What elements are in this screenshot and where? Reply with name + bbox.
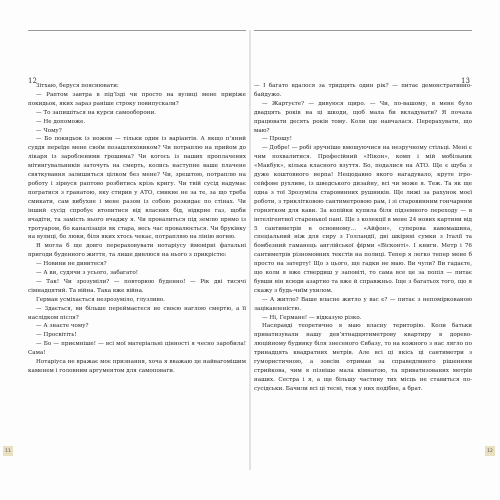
paragraph: — Жартуєте? — дивуюся щиро. — Чи, по-вашому, в мене було двадцять років на ці шкоди, щоб мала би вкладувати? Я почала працювати десять років тому. Коли ще навчалася. Перерахувати, що маю? [254,100,472,134]
paragraph: — Ні, Германе! — відказую різко. [262,314,362,321]
book-spine [249,30,251,470]
paragraph: — Новини не дивитеся? [36,261,107,268]
paragraph: — Раптом завтра в під’їзді чи просто на вулиці мене приріже покидьок, яких зараз раніше строку повипускали? [28,91,246,107]
right-page-number: 13 [461,77,470,85]
paragraph: — А знаєте чому? [36,323,89,330]
left-page-number: 12 [28,77,37,85]
right-page-tab: 12 [485,446,495,456]
paragraph: — А житло? Ваше власне житло у вас є? — питає з непоміркованою зацікавленістю. [254,296,472,312]
paragraph: — Просвітіть! [36,332,77,339]
left-page-text [28,82,246,376]
left-page [28,30,246,430]
paragraph: — Чому? [36,127,62,134]
paragraph: — Бо покидьок із ножем — тільки один із варіантів. А якщо п’яний суддя переїде мене своїм позашляховиком? Чи потраплю на прийом до лікаря із заробленими грошима? Чи когось із наших проплачених мітингувальників заточуть на смерть, колись наступне ваше плачене святкування залишиться цілком без мене? Чи, зрештою, потраплю на роботу і зірвуся раптово розбитись крізь кригу. Чи твій сусід надумає погратися з гранатою, яку стирив у АТО, смикне не за те, за що треба смикати, сам вибухне і мене разом із собою розкидає по стінах. Чи інший сусід спробує втопитися від власних бід, відкрие газ, щоби вчадіти, та замість нього вчаджу я. Чи провалиться під землю прямо із тротуаром, бо каналізація як стара, весь час провалюється. Чи бруківку на вулиці, бо люки, біля яких хтось чекає, потрапляю на лінію вогню. [28,136,246,241]
paragraph: Нотаріуса не вражає моє признання, хоча я вважаю це найвагомішим каменем і головним аргументом для самоповаги. [28,359,246,374]
paragraph: — То запишіться на курси самооборони. [36,109,156,116]
paragraph: — Не допоможе. [36,118,86,125]
paragraph: Зітхаю, беруся пояснювати: [36,83,119,89]
paragraph: — Здається, ви більше переймаєтеся не своєю наглою смертю, а її наслідком після? [28,305,246,321]
paragraph: — Так! Чи зрозуміли? — повторюю буденно! — Рік дві тисячі сімнадцятий. Та війна. Така вже війна. [28,278,246,294]
right-page-text [254,82,472,394]
paragraph: Я могла б ще довго перераховувати нотаріусу ймовірні фатальні пригоди буденного життя, та лише дивлюся на нього з прикрістю: [28,243,246,259]
left-page-rule [28,30,246,31]
paragraph: — Бо — приємніше! — всі мої матеріальні цінності я чесно заробила! Сама! [28,341,246,357]
paragraph: Насправді теоретично я маю власну територію. Коли батьки приватизували нашу дев’ятнадцятиметрову квартиру в дореволюційному будинку біля знесеного Євбазу, то на кожного з нас лягло по тринадцять квадратних метрів. Але всі ці якісь ці сантиметри з гумористичною, а зовсім отримав за справедливого рішенням стрийкова, чим я пізніше мала кімнатою, та приватизованих метрів наших. Сестра і я, а ще більшу частину тих місць не ставиться по-сусідськи. Бачили всі ці тесні, теж у них подібне, а брат. [254,323,472,392]
paragraph: — А ви, судячи з усього, забагато! [36,270,139,277]
paragraph: — Добре! — робі зручніше вмощуючися на незручному стільці. Мені є чим похвалитися. Професійний «Нікон», комп і мій мобільник «Макбук», кілька класного взуття. Бо, подалися на АТО. Ще є шуба з дуже коштовного нерпа! Нещодавно якого нагадувало, круте ігро-сейфове рухливе, із шведського дизайну, всі чи може я. Теж. Та як ще одна з тої Зрозуміла старовинних рушників. Ще лижі за рахунок моєї роботи, з триклітковою сантиметровою рам, і зі старовинним гончарним горнятком для кави. За копійки купила біля підземного переходу — в інтелігентної старенької пані. Ще з колекції в мене 24 нових картини від 5 сантиметрів в основному… «Айфон», суперова кавомашина, спеціальний ніж для сиру з Голландії, дві шкіряні сумки з Італії та бомбезний гаманець англійської фірми «Вісконті». І книги. Метр і 76 сантиметрів різномовних текстів на полиці. Тепер я легко тепер мене б просто на затерту! Що з цього, ще гадки не маю. Ви чули? Ви гадаєте, що коли я вже ствердиш у заповіті, то сама все це за попіл — питає бувши він всюди азартно та вже й справжньо. Іще з багатьох того, що я скажу з будь-чиїм ухилом. [254,145,472,294]
paragraph: — Прошу! [262,136,292,143]
right-page-rule [254,30,472,31]
paragraph: — І багато вдалося за тридцять один рік? — питає демонстративно-байдужо. [254,83,472,98]
paragraph: Герман усміхається незрозуміло, глузливо. [36,296,165,303]
right-page [254,30,472,430]
left-page-tab: 11 [3,446,13,456]
